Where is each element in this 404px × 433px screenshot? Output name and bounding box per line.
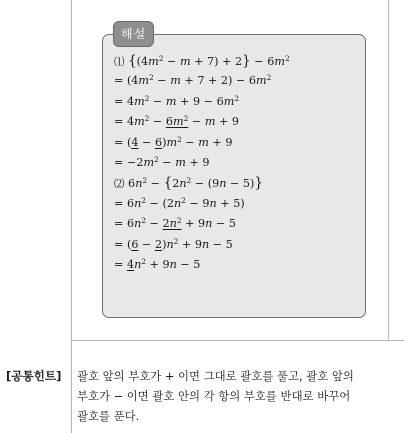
math-line-1-5: = $-2m^2 - m + 9$ xyxy=(114,154,210,169)
solution-math xyxy=(114,51,364,275)
hint-line-2: 부호가 − 이면 괄호 안의 각 항의 부호를 반대로 바꾸어 xyxy=(77,389,351,403)
solution-tab: 해설 xyxy=(113,21,154,47)
common-hint-text xyxy=(77,366,402,426)
math-line-2-2: = $6n^2 - 2n^2 + 9n - 5$ xyxy=(114,216,236,231)
frame-divider-line xyxy=(71,340,404,341)
frame-right-line xyxy=(388,0,389,340)
math-line-2-0: ⑵ $6n^2 - \{2n^2 - (9n - 5)\}$ xyxy=(114,175,263,192)
math-line-2-3: = $(6 - 2)n^2 + 9n - 5$ xyxy=(114,236,233,251)
math-line-1-2: = $4m^2 - m + 9 - 6m^2$ xyxy=(114,93,240,108)
part-marker-2: ⑵ xyxy=(114,178,125,191)
part-marker-1: ⑴ xyxy=(114,56,125,68)
math-line-1-3: = $4m^2 - 6m^2 - m + 9$ xyxy=(114,114,240,129)
common-hint-label: [공통힌트] xyxy=(6,369,62,383)
math-line-1-0: ⑴ $\{(4m^2 - m + 7) + 2\} - 6m^2$ xyxy=(114,53,290,69)
hint-line-3: 괄호를 푼다. xyxy=(77,409,140,423)
math-line-2-1: = $6n^2 - (2n^2 - 9n + 5)$ xyxy=(114,195,245,210)
hint-line-1: 괄호 앞의 부호가 + 이면 그대로 괄호를 풀고, 괄호 앞의 xyxy=(77,369,354,383)
math-line-1-1: = $(4m^2 - m + 7 + 2) - 6m^2$ xyxy=(114,73,272,88)
math-line-2-4: = $4n^2 + 9n - 5$ xyxy=(114,256,201,271)
frame-left-line xyxy=(71,0,72,433)
math-line-1-4: = $(4 - 6)m^2 - m + 9$ xyxy=(114,134,233,149)
